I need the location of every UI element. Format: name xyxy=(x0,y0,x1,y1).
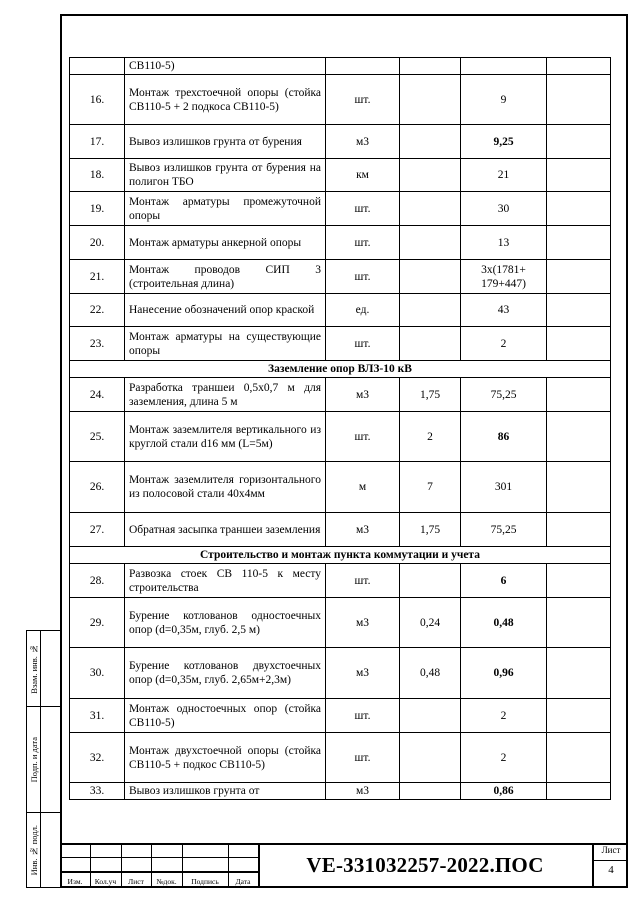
quantity-cell: 2 xyxy=(461,699,547,733)
norm-cell xyxy=(400,260,461,294)
table-row xyxy=(70,598,611,648)
strip-cell-sign-date xyxy=(27,707,62,813)
note-cell xyxy=(547,412,611,462)
work-name: Вывоз излишков грунта от xyxy=(125,783,326,800)
note-cell xyxy=(547,733,611,783)
unit-cell: шт. xyxy=(326,192,400,226)
quantity-cell: 75,25 xyxy=(461,378,547,412)
quantity-cell: 86 xyxy=(461,412,547,462)
quantity-cell: 3х(1781+ 179+447) xyxy=(461,260,547,294)
table-row xyxy=(70,783,611,800)
note-cell xyxy=(547,378,611,412)
unit-cell: ед. xyxy=(326,294,400,327)
stamp-label-count: Кол.уч xyxy=(94,877,117,886)
unit-cell: шт. xyxy=(326,733,400,783)
norm-cell xyxy=(400,75,461,125)
quantity-cell: 30 xyxy=(461,192,547,226)
note-cell xyxy=(547,226,611,260)
table-row xyxy=(70,378,611,412)
note-cell xyxy=(547,462,611,513)
note-cell xyxy=(547,513,611,547)
row-number: 20. xyxy=(70,226,125,260)
work-name: Бурение котлованов двухстоечных опор (d=0,35м, глуб. 2,65м+2,3м) xyxy=(125,648,326,699)
row-number: 22. xyxy=(70,294,125,327)
row-number: 25. xyxy=(70,412,125,462)
row-number: 31. xyxy=(70,699,125,733)
work-name: Нанесение обозначений опор краской xyxy=(125,294,326,327)
row-number: 17. xyxy=(70,125,125,159)
unit-cell: м3 xyxy=(326,648,400,699)
note-cell xyxy=(547,783,611,800)
table-row xyxy=(70,513,611,547)
work-name: Монтаж арматуры промежуточной опоры xyxy=(125,192,326,226)
quantity-cell xyxy=(461,58,547,75)
note-cell xyxy=(547,75,611,125)
note-cell xyxy=(547,648,611,699)
norm-cell xyxy=(400,733,461,783)
binding-strip xyxy=(26,630,62,888)
work-name: Монтаж арматуры на существующие опоры xyxy=(125,327,326,361)
unit-cell: км xyxy=(326,159,400,192)
norm-cell: 2 xyxy=(400,412,461,462)
unit-cell: м3 xyxy=(326,598,400,648)
row-number: 24. xyxy=(70,378,125,412)
work-name: Монтаж двухстоечной опоры (стойка СВ110-5 + подкос СВ110-5) xyxy=(125,733,326,783)
quantity-cell: 301 xyxy=(461,462,547,513)
work-name: Монтаж одностоечных опор (стойка СВ110-5) xyxy=(125,699,326,733)
table-row xyxy=(70,327,611,361)
row-number: 33. xyxy=(70,783,125,800)
unit-cell: шт. xyxy=(326,260,400,294)
strip-cell-original-inv xyxy=(27,813,62,887)
norm-cell xyxy=(400,699,461,733)
sheet-label: Лист xyxy=(601,845,621,855)
norm-cell xyxy=(400,125,461,159)
stamp-label-change: Изм. xyxy=(67,877,83,886)
quantity-cell: 75,25 xyxy=(461,513,547,547)
table-row xyxy=(70,192,611,226)
stamp-label-doc: №док. xyxy=(156,877,177,886)
work-name: Вывоз излишков грунта от бурения на полигон ТБО xyxy=(125,159,326,192)
table-row xyxy=(70,699,611,733)
norm-cell xyxy=(400,192,461,226)
note-cell xyxy=(547,699,611,733)
row-number: 18. xyxy=(70,159,125,192)
norm-cell: 1,75 xyxy=(400,513,461,547)
norm-cell: 0,48 xyxy=(400,648,461,699)
unit-cell: шт. xyxy=(326,699,400,733)
row-number: 27. xyxy=(70,513,125,547)
unit-cell: шт. xyxy=(326,226,400,260)
unit-cell xyxy=(326,58,400,75)
table-row xyxy=(70,564,611,598)
row-number: 32. xyxy=(70,733,125,783)
note-cell xyxy=(547,564,611,598)
strip-label-sign-date: Подп. и дата xyxy=(29,736,39,783)
quantity-cell: 0,48 xyxy=(461,598,547,648)
strip-label-original-inv: Инв. № подл. xyxy=(29,824,39,876)
norm-cell: 0,24 xyxy=(400,598,461,648)
work-name: Монтаж трехстоечной опоры (стойка СВ110-5 + 2 подкоса СВ110-5) xyxy=(125,75,326,125)
row-number: 28. xyxy=(70,564,125,598)
note-cell xyxy=(547,260,611,294)
row-number: 29. xyxy=(70,598,125,648)
row-number: 23. xyxy=(70,327,125,361)
section-title: Строительство и монтаж пункта коммутации и учета xyxy=(70,547,611,564)
norm-cell: 1,75 xyxy=(400,378,461,412)
quantity-cell: 9 xyxy=(461,75,547,125)
section-title: Заземление опор ВЛЗ-10 кВ xyxy=(70,361,611,378)
row-number: 30. xyxy=(70,648,125,699)
quantity-cell: 0,96 xyxy=(461,648,547,699)
unit-cell: м3 xyxy=(326,125,400,159)
note-cell xyxy=(547,125,611,159)
quantity-cell: 6 xyxy=(461,564,547,598)
note-cell xyxy=(547,327,611,361)
table-row xyxy=(70,58,611,75)
table-row xyxy=(70,462,611,513)
works-table xyxy=(69,57,611,800)
table-row xyxy=(70,260,611,294)
table-row xyxy=(70,648,611,699)
norm-cell xyxy=(400,226,461,260)
norm-cell xyxy=(400,58,461,75)
work-name: СВ110-5) xyxy=(125,58,326,75)
table-row xyxy=(70,226,611,260)
row-number: 26. xyxy=(70,462,125,513)
quantity-cell: 9,25 xyxy=(461,125,547,159)
unit-cell: м xyxy=(326,462,400,513)
norm-cell: 7 xyxy=(400,462,461,513)
stamp-label-signature: Подпись xyxy=(191,877,219,886)
quantity-cell: 0,86 xyxy=(461,783,547,800)
sheet-number: 4 xyxy=(608,864,614,876)
table-row xyxy=(70,159,611,192)
unit-cell: шт. xyxy=(326,327,400,361)
works-table-body xyxy=(70,58,611,800)
note-cell xyxy=(547,598,611,648)
note-cell xyxy=(547,192,611,226)
unit-cell: шт. xyxy=(326,75,400,125)
work-name: Монтаж арматуры анкерной опоры xyxy=(125,226,326,260)
norm-cell xyxy=(400,783,461,800)
work-name: Бурение котлованов одностоечных опор (d=0,35м, глуб. 2,5 м) xyxy=(125,598,326,648)
unit-cell: шт. xyxy=(326,564,400,598)
work-name: Развозка стоек СВ 110-5 к месту строительства xyxy=(125,564,326,598)
work-name: Монтаж заземлителя горизонтального из полосовой стали 40х4мм xyxy=(125,462,326,513)
quantity-cell: 2 xyxy=(461,327,547,361)
norm-cell xyxy=(400,159,461,192)
unit-cell: шт. xyxy=(326,412,400,462)
row-number: 21. xyxy=(70,260,125,294)
note-cell xyxy=(547,58,611,75)
row-number: 16. xyxy=(70,75,125,125)
stamp-label-sheet: Лист xyxy=(128,877,144,886)
stamp-label-date: Дата xyxy=(235,877,251,886)
note-cell xyxy=(547,294,611,327)
unit-cell: м3 xyxy=(326,783,400,800)
norm-cell xyxy=(400,294,461,327)
row-number xyxy=(70,58,125,75)
document-code: VE-331032257-2022.ПОС xyxy=(306,853,544,877)
work-name: Разработка траншеи 0,5х0,7 м для заземления, длина 5 м xyxy=(125,378,326,412)
quantity-cell: 43 xyxy=(461,294,547,327)
norm-cell xyxy=(400,564,461,598)
section-header-row xyxy=(70,547,611,564)
note-cell xyxy=(547,159,611,192)
work-name: Обратная засыпка траншеи заземления xyxy=(125,513,326,547)
quantity-cell: 21 xyxy=(461,159,547,192)
quantity-cell: 2 xyxy=(461,733,547,783)
work-name: Монтаж проводов СИП 3 (строительная длина) xyxy=(125,260,326,294)
work-name: Монтаж заземлителя вертикального из круглой стали d16 мм (L=5м) xyxy=(125,412,326,462)
unit-cell: м3 xyxy=(326,378,400,412)
section-header-row xyxy=(70,361,611,378)
row-number: 19. xyxy=(70,192,125,226)
work-name: Вывоз излишков грунта от бурения xyxy=(125,125,326,159)
norm-cell xyxy=(400,327,461,361)
strip-cell-replace-inv xyxy=(27,631,62,707)
quantity-cell: 13 xyxy=(461,226,547,260)
unit-cell: м3 xyxy=(326,513,400,547)
table-row xyxy=(70,733,611,783)
table-row xyxy=(70,294,611,327)
table-row xyxy=(70,75,611,125)
table-row xyxy=(70,412,611,462)
strip-label-replace-inv: Взам. инв. № xyxy=(29,643,39,694)
table-row xyxy=(70,125,611,159)
